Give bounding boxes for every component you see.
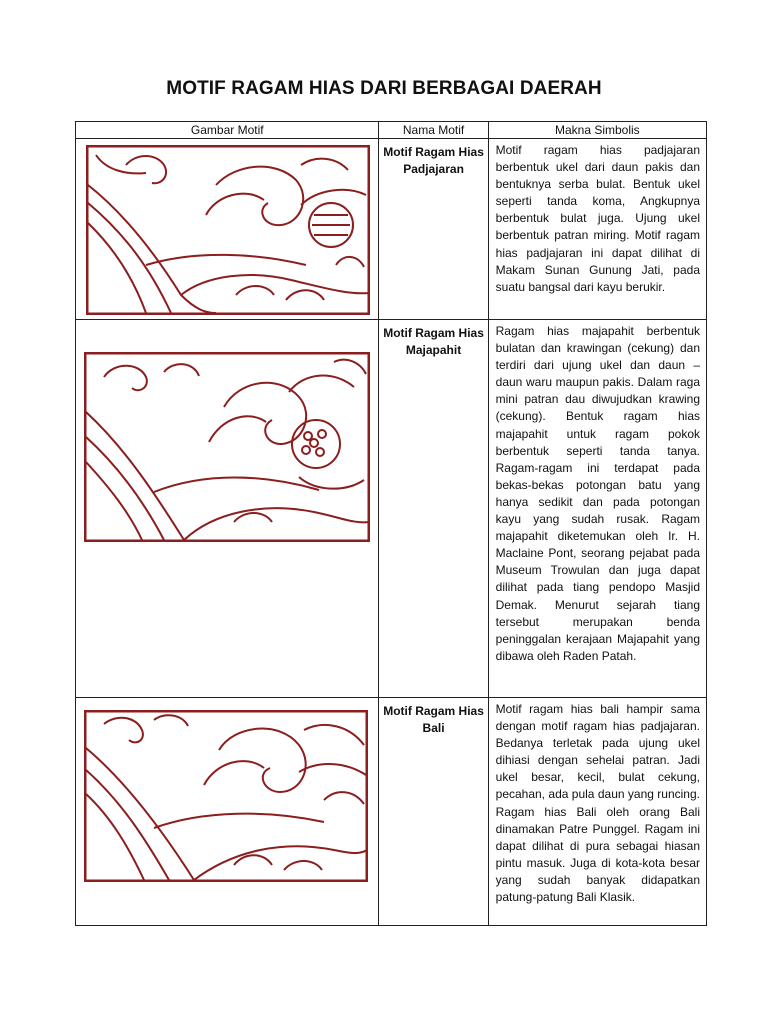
majapahit-ornament-image — [84, 352, 370, 542]
table-row — [76, 698, 707, 926]
table-row — [76, 139, 707, 320]
table-row — [76, 320, 707, 698]
motif-table — [75, 121, 707, 926]
motif-description: Motif ragam hias bali hampir sama dengan motif ragam hias padjajaran. Bedanya terletak pada ujung ukel dihiasi dengan sehelai patran. Jadi ukel besar, kecil, bulat cekung, pecahan, ada pula daun yang runcing. Ragam hias Bali oleh orang Bali dinamakan Patre Punggel. Ragam ini dapat dilihat di pura sebagai hiasan pintu masuk. Juga di kota-kota besar yang sudah banyak didapatkan patung-patung Bali Klasik. — [495, 702, 700, 905]
motif-name: Motif Ragam Hias Majapahit — [383, 326, 484, 357]
motif-name: Motif Ragam Hias Padjajaran — [383, 145, 484, 176]
padjajaran-ornament-image — [86, 145, 370, 315]
column-header-image: Gambar Motif — [76, 122, 379, 139]
column-header-name: Nama Motif — [379, 122, 488, 139]
bali-ornament-image — [84, 710, 368, 882]
motif-description: Motif ragam hias padjajaran berbentuk ukel dari daun pakis dan bentuknya serba bulat. Bentuk ukel seperti tanda koma, Angkupnya berbentuk bulat juga. Ujung ukel berbentuk patran miring. Motif ragam hias padjajaran ini dapat dilihat di Makam Sunan Gunung Jati, pada suatu bangsal dari kayu berukir. — [495, 143, 700, 294]
motif-name: Motif Ragam Hias Bali — [383, 704, 484, 735]
table-header-row — [76, 122, 707, 139]
name-cell-majapahit — [379, 320, 488, 698]
motif-description: Ragam hias majapahit berbentuk bulatan dan krawingan (cekung) dan terdiri dari ujung ukel dan daun – daun waru maupun pakis. Dalam raga mini patran dau diwujudkan krawing (cekung). Bentuk ragam hias majapahit untuk ragam pokok berbentuk seperti tanda tanya. Ragam-ragam ini terdapat pada bekas-bekas potongan batu yang hanya sedikit dan pada potongan kayu yang sudah rusak. Ragam majapahit diketemukan oleh Ir. H. Maclaine Pont, seorang pejabat pada Museum Trowulan dan juga dapat dilihat pada tiang pendopo Masjid Demak. Menurut sejarah tiang tersebut merupakan benda peninggalan kerajaan Majapahit yang dibawa oleh Raden Patah. — [495, 324, 700, 663]
image-cell-padjajaran — [76, 139, 379, 320]
page-title: MOTIF RAGAM HIAS DARI BERBAGAI DAERAH — [166, 78, 602, 99]
meaning-cell-padjajaran — [488, 139, 706, 320]
meaning-cell-bali — [488, 698, 706, 926]
image-cell-majapahit — [76, 320, 379, 698]
meaning-cell-majapahit — [488, 320, 706, 698]
name-cell-bali — [379, 698, 488, 926]
column-header-meaning: Makna Simbolis — [488, 122, 706, 139]
name-cell-padjajaran — [379, 139, 488, 320]
image-cell-bali — [76, 698, 379, 926]
